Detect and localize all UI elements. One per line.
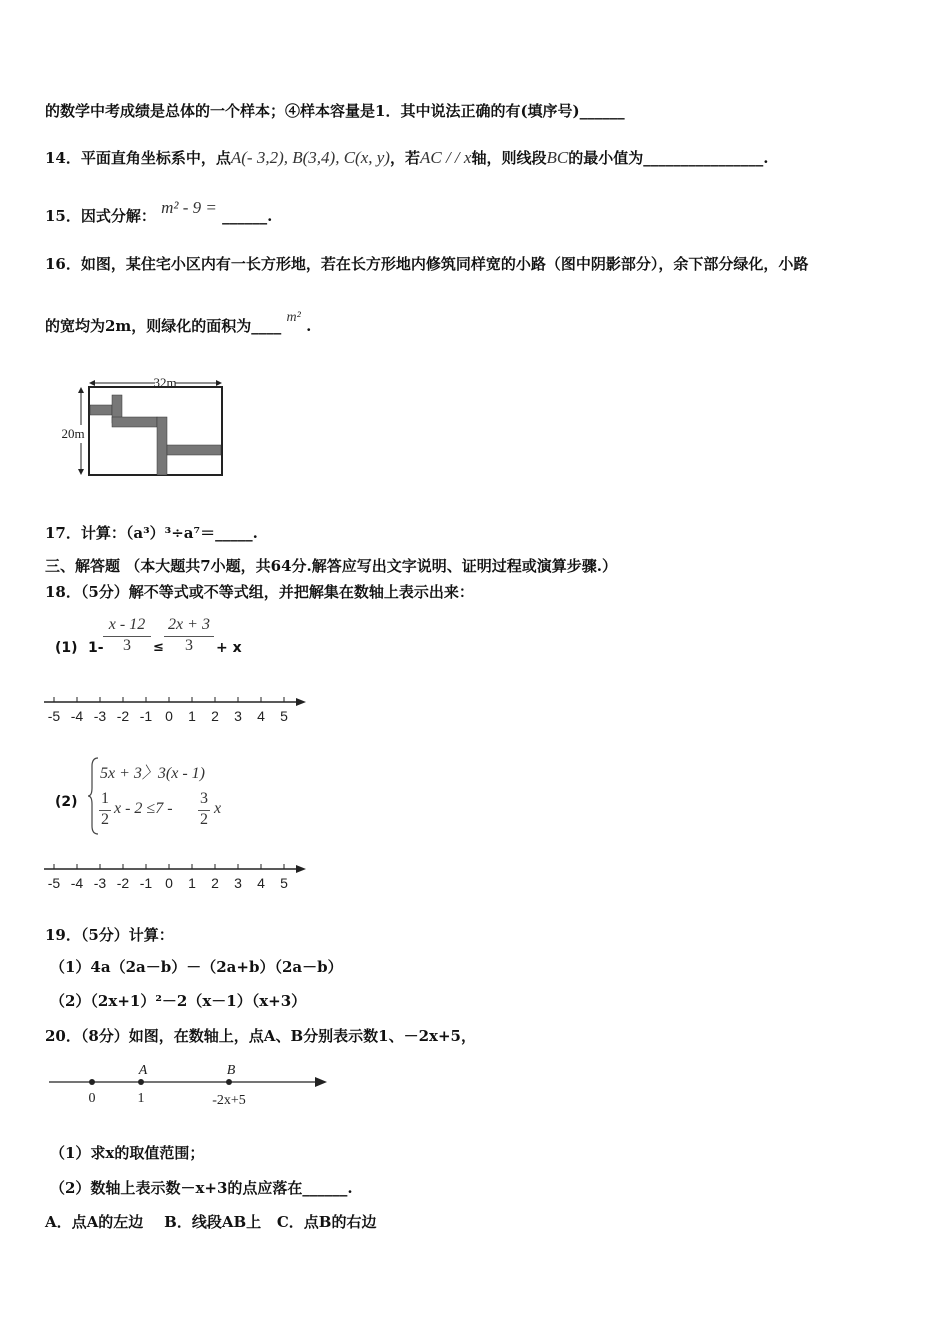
q16-figure (55, 375, 235, 485)
q18-p1-tail: + x (216, 640, 242, 656)
tick-label: 4 (257, 875, 265, 891)
tick-label: 2 (211, 708, 219, 724)
question-19-part2: （2）（2x+1）²－2（x－1）（x+3） (50, 992, 307, 1010)
label-b: B (226, 1063, 236, 1078)
tick-0: 0 (88, 1091, 96, 1106)
q18-p1-frac2 (164, 616, 214, 655)
frac-a-numerator: 1 (101, 790, 109, 807)
tick-label: -5 (47, 708, 61, 724)
tick-1: 1 (137, 1091, 145, 1106)
tick-label: -4 (70, 875, 84, 891)
question-16-line2 (45, 310, 312, 338)
number-line-1 (40, 692, 310, 728)
tick-label: 1 (188, 875, 196, 891)
tick-label: 5 (280, 708, 288, 724)
q14-middle: ，若 (389, 149, 420, 167)
axis-arrow (296, 865, 306, 873)
tick-label: 2 (211, 875, 219, 891)
axis-arrow (315, 1077, 327, 1087)
q18-p2-label: (2) (55, 794, 78, 810)
point-a (138, 1079, 144, 1085)
tick-label: 4 (257, 708, 265, 724)
frac-b-numerator: 3 (200, 790, 208, 807)
frac1-denominator: 3 (103, 636, 151, 655)
q15-prefix: 15．因式分解： (45, 207, 156, 225)
q18-p1-label: (1) (55, 640, 78, 656)
q15-suffix: ______. (222, 207, 273, 225)
garden-rectangle (89, 387, 222, 475)
question-17: 17．计算：（a³）³÷a⁷＝_____. (45, 524, 258, 542)
question-20-title: 20．（8分）如图，在数轴上，点A、B分别表示数1、－2x+5， (45, 1027, 476, 1045)
question-20-part1: （1）求x的取值范围； (50, 1144, 205, 1162)
q15-math: m² - 9 = (161, 198, 217, 217)
q18-p1-frac1 (103, 616, 151, 655)
question-18-title: 18．（5分）解不等式或不等式组，并把解集在数轴上表示出来： (45, 583, 474, 601)
frac2-denominator: 3 (164, 636, 214, 655)
q18-p2-mid: x - 2 ≤7 - (114, 800, 173, 817)
width-arrowhead-right (216, 380, 222, 386)
number-line-2 (40, 859, 310, 895)
tick-label: -1 (139, 708, 153, 724)
question-15 (45, 198, 273, 226)
q18-p2-frac-b (198, 790, 210, 829)
label-a: A (138, 1063, 148, 1078)
question-20-part2: （2）数轴上表示数－x+3的点应落在______. (50, 1179, 353, 1197)
q14-parallel: AC / / x (419, 148, 472, 167)
q14-bc: BC (546, 148, 569, 167)
width-label: 32m (153, 375, 177, 390)
tick-label: 3 (234, 708, 242, 724)
question-14 (45, 148, 768, 168)
q16-unit: m² (286, 310, 301, 325)
question-16-line1: 16．如图，某住宅小区内有一长方形地，若在长方形地内修筑同样宽的小路（图中阴影部分），余下部分绿化，小路 (45, 255, 809, 273)
q20-number-line (45, 1060, 335, 1110)
tick-label: -3 (93, 875, 107, 891)
frac1-numerator: x - 12 (108, 616, 146, 633)
tick-label: 0 (165, 708, 173, 724)
q18-p2-eq1: 5x + 3〉3(x - 1) (100, 765, 205, 782)
axis-arrow (296, 698, 306, 706)
height-label: 20m (61, 426, 85, 441)
q18-p1-lead: 1- (88, 640, 104, 656)
tick-label: 0 (165, 875, 173, 891)
q16-line2-prefix: 的宽均为2m，则绿化的面积为____ (45, 317, 282, 335)
q14-middle2: 轴，则线段 (471, 149, 547, 167)
section-3-heading: 三、解答题 （本大题共7小题，共64分.解答应写出文字说明、证明过程或演算步骤.） (45, 557, 617, 575)
q14-prefix: 14．平面直角坐标系中，点 (45, 149, 231, 167)
q18-p1-op: ≤ (153, 640, 164, 655)
q18-p2-frac-a (99, 790, 111, 829)
frac-b-denominator: 2 (200, 811, 208, 828)
tick-label: -2 (116, 875, 130, 891)
width-arrowhead-left (89, 380, 95, 386)
frac-a-denominator: 2 (101, 811, 109, 828)
point-origin (89, 1079, 95, 1085)
height-arrowhead-bottom (78, 469, 84, 475)
tick-b: -2x+5 (212, 1093, 246, 1108)
question-20-options: A．点A的左边 B．线段AB上 C．点B的右边 (45, 1213, 377, 1231)
q14-suffix: 的最小值为________________. (568, 149, 769, 167)
line-top: 的数学中考成绩是总体的一个样本；④样本容量是1．其中说法正确的有(填序号)______ (45, 102, 625, 120)
tick-label: -3 (93, 708, 107, 724)
question-19-title: 19．（5分）计算： (45, 926, 174, 944)
tick-label: -4 (70, 708, 84, 724)
q18-p2-tail: x (214, 800, 222, 817)
q14-points: A(- 3,2), B(3,4), C(x, y) (230, 148, 390, 167)
tick-label: -5 (47, 875, 61, 891)
q16-line2-suffix: . (306, 317, 312, 335)
tick-label: -2 (116, 708, 130, 724)
tick-label: 5 (280, 875, 288, 891)
tick-label: 1 (188, 708, 196, 724)
tick-label: -1 (139, 875, 153, 891)
point-b (226, 1079, 232, 1085)
height-arrowhead-top (78, 387, 84, 393)
question-19-part1: （1）4a（2a－b）－（2a+b）（2a－b） (50, 958, 343, 976)
tick-label: 3 (234, 875, 242, 891)
frac2-numerator: 2x + 3 (168, 616, 210, 633)
